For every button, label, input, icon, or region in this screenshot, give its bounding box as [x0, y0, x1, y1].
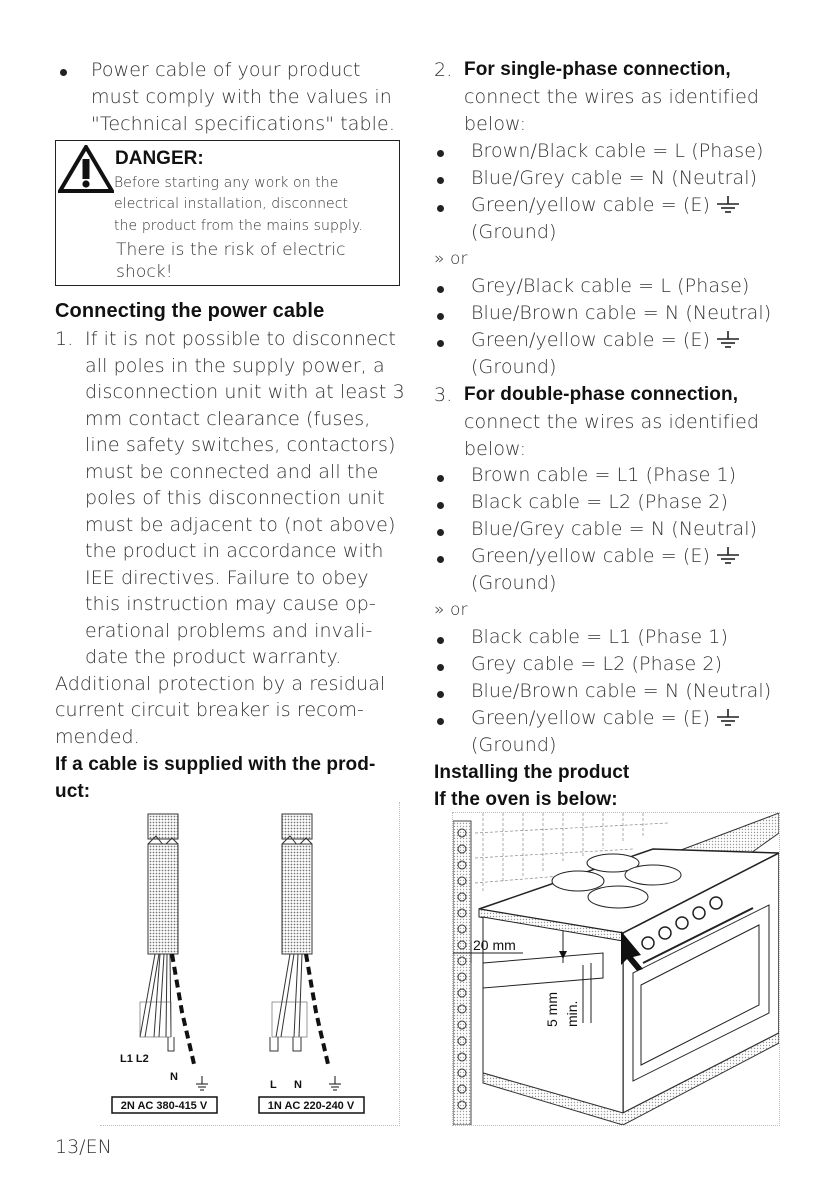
- ground-icon: [716, 709, 740, 729]
- bullet: [437, 718, 444, 725]
- bullet: [437, 286, 444, 293]
- ground-icon: [329, 1076, 341, 1090]
- or-text: » or: [434, 600, 468, 620]
- wire-text: Green/yellow cable = (E): [471, 707, 710, 729]
- intro-line: Power cable of your product: [91, 59, 361, 81]
- item1-line: disconnection unit with at least 3: [85, 381, 405, 403]
- intro-line: "Technical specifications" table.: [91, 113, 395, 135]
- wire-line: Grey/Black cable = L (Phase): [471, 275, 750, 297]
- item1-line: poles of this disconnection unit: [85, 487, 385, 509]
- wire-line: Black cable = L2 (Phase 2): [471, 491, 728, 513]
- item1-line: must be adjacent to (not above): [85, 514, 396, 536]
- page-number: 13/EN: [55, 1136, 112, 1158]
- item1-line: all poles in the supply power, a: [85, 355, 385, 377]
- wire-line: Blue/Brown cable = N (Neutral): [471, 680, 772, 702]
- danger-text: electrical installation, disconnect: [114, 196, 349, 212]
- item1-line: IEE directives. Failure to obey: [85, 567, 369, 589]
- item2-title: For single-phase connection,: [464, 59, 731, 80]
- ground-text: (Ground): [471, 221, 557, 243]
- ground-icon: [716, 547, 740, 567]
- item1-line: must be connected and all the: [85, 461, 379, 483]
- additional-line: current circuit breaker is recom-: [55, 699, 364, 721]
- ground-icon: [716, 331, 740, 351]
- bullet: [60, 69, 67, 76]
- bullet: [437, 205, 444, 212]
- danger-text: There is the risk of electric: [116, 240, 346, 260]
- danger-text: the product from the mains supply.: [114, 218, 363, 234]
- wire-line: [471, 329, 740, 351]
- item1-line: the product in accordance with: [85, 540, 384, 562]
- ground-text: (Ground): [471, 356, 557, 378]
- min-label: 5 mm: [544, 992, 560, 1027]
- item1-line: erational problems and invali-: [85, 620, 373, 642]
- wire-line: Blue/Grey cable = N (Neutral): [471, 518, 758, 540]
- item1-line: this instruction may cause op-: [85, 593, 376, 615]
- bullet: [437, 475, 444, 482]
- rating-label: 1N AC 220-240 V: [267, 1100, 355, 1112]
- bullet: [437, 177, 444, 184]
- additional-line: Additional protection by a residual: [55, 673, 386, 695]
- wire-line: Black cable = L1 (Phase 1): [471, 626, 728, 648]
- item-number: 2.: [434, 59, 453, 81]
- wire-line: Brown/Black cable = L (Phase): [471, 140, 764, 162]
- wire-line: [471, 707, 740, 729]
- min-label: min.: [564, 1000, 580, 1027]
- item3-sub: below:: [464, 438, 527, 460]
- additional-line: mended.: [55, 726, 140, 748]
- oven-diagram: [453, 813, 779, 1125]
- bullet: [437, 637, 444, 644]
- item3-sub: connect the wires as identified: [464, 411, 760, 433]
- wire-line: Grey cable = L2 (Phase 2): [471, 653, 723, 675]
- item-number: 1.: [55, 328, 74, 350]
- rating-label: 2N AC 380-415 V: [120, 1100, 208, 1112]
- wire-text: Green/yellow cable = (E): [471, 329, 710, 351]
- cable-heading: uct:: [55, 781, 91, 802]
- ground-icon: [196, 1076, 208, 1090]
- item1-line: date the product warranty.: [85, 646, 342, 668]
- bullet: [437, 691, 444, 698]
- bullet: [437, 313, 444, 320]
- bullet: [437, 150, 444, 157]
- wire-text: Green/yellow cable = (E): [471, 545, 710, 567]
- l-label: L: [270, 1079, 277, 1091]
- bullet: [437, 664, 444, 671]
- item2-sub: below:: [464, 113, 527, 135]
- warning-icon: [58, 145, 114, 193]
- bullet: [437, 502, 444, 509]
- n-label: N: [294, 1079, 302, 1091]
- ground-icon: [716, 196, 740, 216]
- or-text: » or: [434, 249, 468, 269]
- wire-line: Blue/Grey cable = N (Neutral): [471, 167, 758, 189]
- ground-text: (Ground): [471, 734, 557, 756]
- danger-title: DANGER:: [115, 148, 204, 169]
- intro-line: must comply with the values in: [91, 86, 392, 108]
- bullet: [437, 340, 444, 347]
- ground-text: (Ground): [471, 572, 557, 594]
- cable-heading: If a cable is supplied with the prod-: [55, 754, 376, 775]
- bullet: [437, 556, 444, 563]
- wire-line: Brown cable = L1 (Phase 1): [471, 464, 737, 486]
- wire-line: [471, 545, 740, 567]
- gap-label: 20 mm: [473, 937, 516, 953]
- n-label: N: [170, 1071, 178, 1083]
- l1l2-label: L1 L2: [120, 1053, 149, 1065]
- item2-sub: connect the wires as identified: [464, 86, 760, 108]
- bullet: [437, 529, 444, 536]
- item-number: 3.: [434, 384, 453, 406]
- item1-line: mm contact clearance (fuses,: [85, 408, 371, 430]
- item1-line: line safety switches, contactors): [85, 434, 396, 456]
- section-heading: Connecting the power cable: [55, 300, 325, 322]
- item3-title: For double-phase connection,: [464, 384, 739, 405]
- cable-diagram: [110, 812, 390, 1120]
- item1-line: If it is not possible to disconnect: [85, 328, 396, 350]
- danger-text: shock!: [116, 262, 173, 282]
- oven-heading: If the oven is below:: [434, 789, 618, 810]
- wire-text: Green/yellow cable = (E): [471, 194, 710, 216]
- wire-line: [471, 194, 740, 216]
- danger-text: Before starting any work on the: [114, 175, 339, 191]
- wire-line: Blue/Brown cable = N (Neutral): [471, 302, 772, 324]
- install-heading: Installing the product: [434, 762, 630, 783]
